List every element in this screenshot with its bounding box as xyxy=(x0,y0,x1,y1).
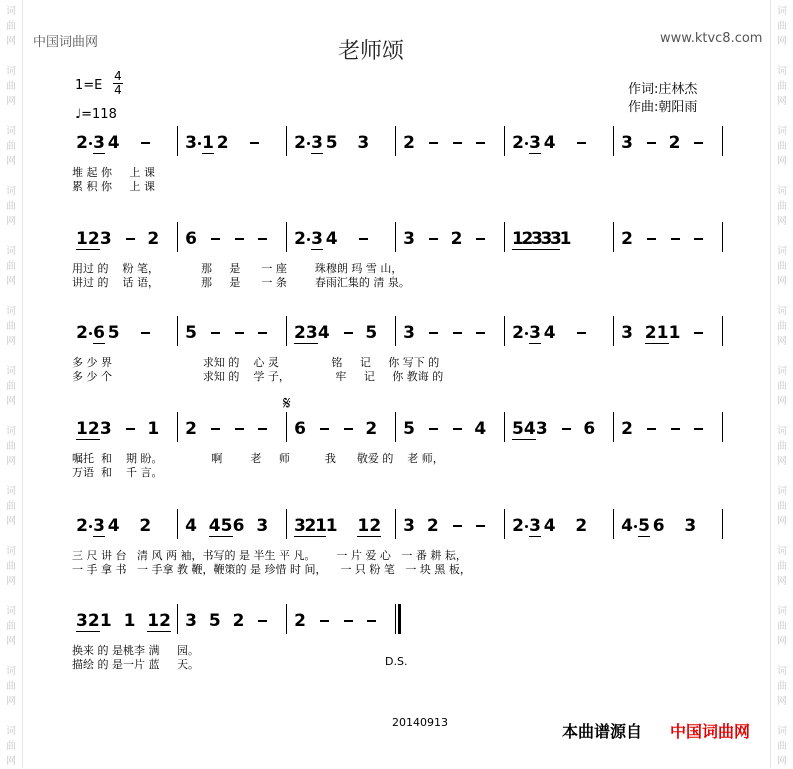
note-digit: 4 xyxy=(208,516,221,536)
sustain-dash xyxy=(429,238,438,240)
sustain-dash xyxy=(141,142,150,144)
beam-underline xyxy=(311,153,323,154)
bar-line xyxy=(504,126,505,156)
beam-underline xyxy=(76,631,100,632)
bar-line xyxy=(395,126,396,156)
bar-line xyxy=(177,222,178,252)
note-digit: 2 xyxy=(644,323,657,343)
bar-line xyxy=(286,412,287,442)
note-digit: 2 xyxy=(139,516,152,536)
sustain-dash xyxy=(694,332,703,334)
note-digit: 1 xyxy=(202,133,214,153)
sustain-dash xyxy=(320,620,329,622)
sustain-dash xyxy=(562,428,571,430)
sustain-dash xyxy=(577,332,586,334)
note-digit: 5 xyxy=(208,611,221,631)
sustain-dash xyxy=(429,428,438,430)
bar-line xyxy=(613,412,614,442)
sustain-dash xyxy=(671,238,680,240)
lyric-line: 万语 和 千 言。 xyxy=(72,466,163,479)
lyric-line: 多 少 个 求知 的 学 子， 牢 记 你 教诲 的 xyxy=(72,370,444,383)
note-digit: 2 xyxy=(450,229,463,249)
note-digit: 4 xyxy=(523,419,536,439)
note-digit: 5 xyxy=(107,323,120,343)
sustain-dash xyxy=(235,238,244,240)
bar-line xyxy=(504,222,505,252)
sustain-dash xyxy=(453,525,462,527)
note-digit: 2 xyxy=(232,611,245,631)
augmentation-dot xyxy=(198,142,201,145)
bar-line xyxy=(613,509,614,539)
note-digit: 3 xyxy=(256,516,269,536)
sustain-dash xyxy=(126,428,135,430)
note-digit: 1 xyxy=(76,229,88,249)
sustain-dash xyxy=(453,142,462,144)
augmentation-dot xyxy=(307,238,310,241)
staff-row xyxy=(72,515,732,537)
bar-line xyxy=(286,316,287,346)
lyric-line: 讲过 的 话 语， 那 是 一 条 春雨汇集的 清 泉。 xyxy=(72,276,410,289)
watermark-text: 词 曲 网 xyxy=(6,6,16,47)
beam-underline xyxy=(294,536,326,537)
watermark-text: 词 曲 网 xyxy=(777,366,787,407)
watermark-text: 词 曲 网 xyxy=(6,366,16,407)
sustain-dash xyxy=(235,332,244,334)
note-digit: 1 xyxy=(512,229,524,249)
note-digit: 1 xyxy=(559,229,572,249)
beam-underline xyxy=(147,631,171,632)
sustain-dash xyxy=(258,428,267,430)
dal-segno-marking: D.S. xyxy=(385,655,408,668)
beam-underline xyxy=(209,536,233,537)
sustain-dash xyxy=(344,332,353,334)
sustain-dash xyxy=(141,332,150,334)
sustain-dash xyxy=(258,620,267,622)
note-digit: 3 xyxy=(294,516,306,536)
watermark-text: 词 曲 网 xyxy=(777,66,787,107)
note-digit: 3 xyxy=(529,323,541,343)
note-digit: 2 xyxy=(159,611,171,631)
note-digit: 4 xyxy=(474,419,487,439)
sustain-dash xyxy=(235,428,244,430)
bar-line xyxy=(722,316,723,346)
note-digit: 3 xyxy=(529,516,541,536)
beam-underline xyxy=(311,249,323,250)
sustain-dash xyxy=(211,238,220,240)
sustain-dash xyxy=(476,142,485,144)
sustain-dash xyxy=(126,238,135,240)
beam-underline xyxy=(93,153,105,154)
note-digit: 1 xyxy=(76,419,88,439)
bar-line xyxy=(286,126,287,156)
note-digit: 2 xyxy=(403,133,415,153)
note-digit: 1 xyxy=(99,611,112,631)
lyric-line: 堆 起 你 上 课 xyxy=(72,166,155,179)
sustain-dash xyxy=(694,238,703,240)
note-digit: 3 xyxy=(311,229,323,249)
note-digit: 5 xyxy=(220,516,233,536)
bar-line xyxy=(613,126,614,156)
note-digit: 2 xyxy=(512,516,524,536)
watermark-text: 词 曲 网 xyxy=(777,546,787,587)
bar-line xyxy=(395,604,396,634)
time-signature-bottom: 4 xyxy=(114,83,122,97)
augmentation-dot xyxy=(89,142,92,145)
note-digit: 3 xyxy=(621,323,633,343)
note-digit: 1 xyxy=(656,323,669,343)
bar-line xyxy=(722,509,723,539)
note-digit: 5 xyxy=(403,419,415,439)
note-digit: 2 xyxy=(87,229,100,249)
augmentation-dot xyxy=(525,142,528,145)
source-label: 本曲谱源自 xyxy=(562,722,643,741)
left-watermark-strip xyxy=(0,0,23,768)
beam-underline xyxy=(529,343,541,344)
note-digit: 1 xyxy=(325,516,338,536)
augmentation-dot xyxy=(89,525,92,528)
bar-line xyxy=(504,509,505,539)
lyric-line: 换来 的 是桃李 满 园。 xyxy=(72,644,199,657)
note-digit: 6 xyxy=(652,516,665,536)
note-digit: 3 xyxy=(93,516,105,536)
watermark-text: 词 曲 网 xyxy=(777,6,787,47)
key-signature: 1=E xyxy=(75,78,103,93)
note-digit: 2 xyxy=(365,419,378,439)
watermark-text: 词 曲 网 xyxy=(777,306,787,347)
lyric-line: 一 手 拿 书 一 手拿 教 鞭，鞭策的 是 珍惜 时 间， 一 只 粉 笔 一 块 黑 板， xyxy=(72,563,471,576)
watermark-text: 词 曲 网 xyxy=(777,426,787,467)
right-watermark-strip xyxy=(770,0,793,768)
note-digit: 3 xyxy=(99,229,112,249)
note-digit: 3 xyxy=(185,133,197,153)
composer-credit: 作曲:朝阳雨 xyxy=(628,100,698,115)
lyric-line: 累 积 你 上 课 xyxy=(72,180,155,193)
watermark-text: 词 曲 网 xyxy=(777,726,787,767)
score-date: 20140913 xyxy=(392,716,448,729)
sustain-dash xyxy=(647,238,656,240)
note-digit: 2 xyxy=(76,133,88,153)
staff-row xyxy=(72,322,732,344)
bar-line xyxy=(177,604,178,634)
sustain-dash xyxy=(647,428,656,430)
watermark-text: 词 曲 网 xyxy=(6,126,16,167)
augmentation-dot xyxy=(634,525,637,528)
note-digit: 2 xyxy=(294,229,306,249)
note-digit: 1 xyxy=(147,419,160,439)
beam-underline xyxy=(638,536,650,537)
staff-row xyxy=(72,228,732,250)
note-digit: 3 xyxy=(357,133,370,153)
watermark-text: 词 曲 网 xyxy=(6,246,16,287)
bar-line xyxy=(395,412,396,442)
bar-line xyxy=(722,412,723,442)
watermark-text: 词 曲 网 xyxy=(777,666,787,707)
bar-line xyxy=(286,509,287,539)
bar-line xyxy=(395,316,396,346)
watermark-text: 词 曲 网 xyxy=(6,486,16,527)
sustain-dash xyxy=(647,142,656,144)
note-digit: 2 xyxy=(87,419,100,439)
watermark-text: 词 曲 网 xyxy=(6,666,16,707)
sustain-dash xyxy=(344,620,353,622)
bar-line xyxy=(722,126,723,156)
watermark-text: 词 曲 网 xyxy=(777,186,787,227)
bar-line xyxy=(177,509,178,539)
sustain-dash xyxy=(320,428,329,430)
bar-line xyxy=(177,126,178,156)
note-digit: 4 xyxy=(107,133,120,153)
tempo-marking: ♩=118 xyxy=(75,107,117,122)
note-digit: 3 xyxy=(529,133,541,153)
beam-underline xyxy=(93,343,105,344)
note-digit: 6 xyxy=(294,419,306,439)
beam-underline xyxy=(645,343,669,344)
beam-underline xyxy=(93,536,105,537)
note-digit: 2 xyxy=(575,516,588,536)
sustain-dash xyxy=(250,142,259,144)
beam-underline xyxy=(202,153,214,154)
final-bar-line xyxy=(398,604,401,634)
note-digit: 4 xyxy=(317,323,330,343)
bar-line xyxy=(395,509,396,539)
sustain-dash xyxy=(453,332,462,334)
watermark-text: 词 曲 网 xyxy=(6,546,16,587)
watermark-text: 词 曲 网 xyxy=(6,606,16,647)
note-digit: 4 xyxy=(543,516,556,536)
note-digit: 5 xyxy=(365,323,378,343)
note-digit: 4 xyxy=(107,516,120,536)
watermark-text: 词 曲 网 xyxy=(6,306,16,347)
augmentation-dot xyxy=(525,525,528,528)
note-digit: 3 xyxy=(305,323,318,343)
beam-underline xyxy=(76,249,100,250)
sustain-dash xyxy=(258,332,267,334)
note-digit: 1 xyxy=(357,516,370,536)
note-digit: 2 xyxy=(668,133,681,153)
sustain-dash xyxy=(429,332,438,334)
note-digit: 3 xyxy=(684,516,697,536)
site-url-top-right: www.ktvc8.com xyxy=(660,31,763,46)
note-digit: 2 xyxy=(304,516,317,536)
watermark-text: 词 曲 网 xyxy=(6,66,16,107)
note-digit: 4 xyxy=(185,516,197,536)
watermark-text: 词 曲 网 xyxy=(6,726,16,767)
sustain-dash xyxy=(476,332,485,334)
beam-underline xyxy=(512,249,560,250)
note-digit: 3 xyxy=(76,611,88,631)
beam-underline xyxy=(357,536,381,537)
bar-line xyxy=(722,222,723,252)
note-digit: 3 xyxy=(99,419,112,439)
sustain-dash xyxy=(211,332,220,334)
watermark-text: 词 曲 网 xyxy=(6,426,16,467)
song-title: 老师颂 xyxy=(338,39,405,64)
sustain-dash xyxy=(367,620,376,622)
time-signature xyxy=(113,70,123,97)
sustain-dash xyxy=(694,428,703,430)
note-digit: 3 xyxy=(93,133,105,153)
note-digit: 4 xyxy=(621,516,633,536)
note-digit: 6 xyxy=(185,229,197,249)
note-digit: 2 xyxy=(294,323,306,343)
note-digit: 2 xyxy=(147,229,160,249)
note-digit: 4 xyxy=(543,133,556,153)
note-digit: 4 xyxy=(325,229,338,249)
note-digit: 6 xyxy=(583,419,596,439)
note-digit: 1 xyxy=(123,611,136,631)
source-site-name: 中国词曲网 xyxy=(670,722,751,741)
note-digit: 6 xyxy=(93,323,105,343)
note-digit: 2 xyxy=(216,133,229,153)
note-digit: 6 xyxy=(232,516,245,536)
watermark-text: 词 曲 网 xyxy=(777,246,787,287)
note-digit: 2 xyxy=(76,323,88,343)
note-digit: 5 xyxy=(638,516,650,536)
sustain-dash xyxy=(258,238,267,240)
sustain-dash xyxy=(671,428,680,430)
note-digit: 2 xyxy=(294,611,306,631)
bar-line xyxy=(504,316,505,346)
note-digit: 3 xyxy=(535,419,548,439)
site-name-top-left: 中国词曲网 xyxy=(33,35,99,50)
time-signature-top: 4 xyxy=(114,69,122,83)
sustain-dash xyxy=(694,142,703,144)
staff-row xyxy=(72,132,732,154)
sustain-dash xyxy=(359,238,368,240)
note-digit: 1 xyxy=(147,611,160,631)
sustain-dash xyxy=(344,428,353,430)
lyric-line: 用过 的 粉 笔， 那 是 一 座 珠穆朗 玛 雪 山， xyxy=(72,262,403,275)
note-digit: 2 xyxy=(512,323,524,343)
bar-line xyxy=(395,222,396,252)
augmentation-dot xyxy=(89,332,92,335)
note-digit: 3 xyxy=(311,133,323,153)
note-digit: 3 xyxy=(403,516,415,536)
note-digit: 2 xyxy=(426,516,439,536)
lyricist-credit: 作词:庄林杰 xyxy=(628,82,698,97)
note-digit: 5 xyxy=(325,133,338,153)
beam-underline xyxy=(529,536,541,537)
note-digit: 3 xyxy=(540,229,553,249)
beam-underline xyxy=(529,153,541,154)
sustain-dash xyxy=(577,142,586,144)
note-digit: 3 xyxy=(550,229,562,249)
watermark-text: 词 曲 网 xyxy=(777,486,787,527)
bar-line xyxy=(613,222,614,252)
note-digit: 2 xyxy=(621,229,633,249)
note-digit: 2 xyxy=(521,229,534,249)
lyric-line: 描绘 的 是一片 蓝 天。 xyxy=(72,658,199,671)
note-digit: 1 xyxy=(668,323,681,343)
staff-row xyxy=(72,610,732,632)
bar-line xyxy=(504,412,505,442)
note-digit: 2 xyxy=(294,133,306,153)
note-digit: 2 xyxy=(76,516,88,536)
note-digit: 3 xyxy=(403,229,415,249)
segno-sign: 𝄋 xyxy=(283,393,291,414)
lyric-line: 三 尺 讲 台 清 风 两 袖，书写的 是 半生 平 凡。 一 片 爱 心 一 番 耕 耘， xyxy=(72,549,467,562)
note-digit: 5 xyxy=(512,419,524,439)
lyric-line: 嘱托 和 期 盼。 啊 老 师 我 敬爱 的 老 师， xyxy=(72,452,444,465)
sustain-dash xyxy=(429,142,438,144)
sustain-dash xyxy=(476,525,485,527)
note-digit: 2 xyxy=(87,611,100,631)
note-digit: 3 xyxy=(621,133,633,153)
note-digit: 3 xyxy=(531,229,543,249)
bar-line xyxy=(286,222,287,252)
bar-line xyxy=(286,604,287,634)
bar-line xyxy=(177,412,178,442)
sustain-dash xyxy=(476,238,485,240)
watermark-text: 词 曲 网 xyxy=(6,186,16,227)
note-digit: 3 xyxy=(185,611,197,631)
beam-underline xyxy=(76,439,100,440)
staff-row xyxy=(72,418,732,440)
augmentation-dot xyxy=(525,332,528,335)
watermark-text: 词 曲 网 xyxy=(777,126,787,167)
note-digit: 3 xyxy=(403,323,415,343)
note-digit: 2 xyxy=(369,516,382,536)
augmentation-dot xyxy=(307,142,310,145)
bar-line xyxy=(613,316,614,346)
note-digit: 5 xyxy=(185,323,197,343)
beam-underline xyxy=(294,343,318,344)
bar-line xyxy=(177,316,178,346)
sustain-dash xyxy=(453,428,462,430)
note-digit: 2 xyxy=(621,419,633,439)
note-digit: 4 xyxy=(543,323,556,343)
note-digit: 1 xyxy=(315,516,327,536)
lyric-line: 多 少 界 求知 的 心 灵 铭 记 你 写下 的 xyxy=(72,356,440,369)
watermark-text: 词 曲 网 xyxy=(777,606,787,647)
note-digit: 2 xyxy=(512,133,524,153)
sustain-dash xyxy=(211,428,220,430)
note-digit: 2 xyxy=(185,419,197,439)
beam-underline xyxy=(512,439,536,440)
